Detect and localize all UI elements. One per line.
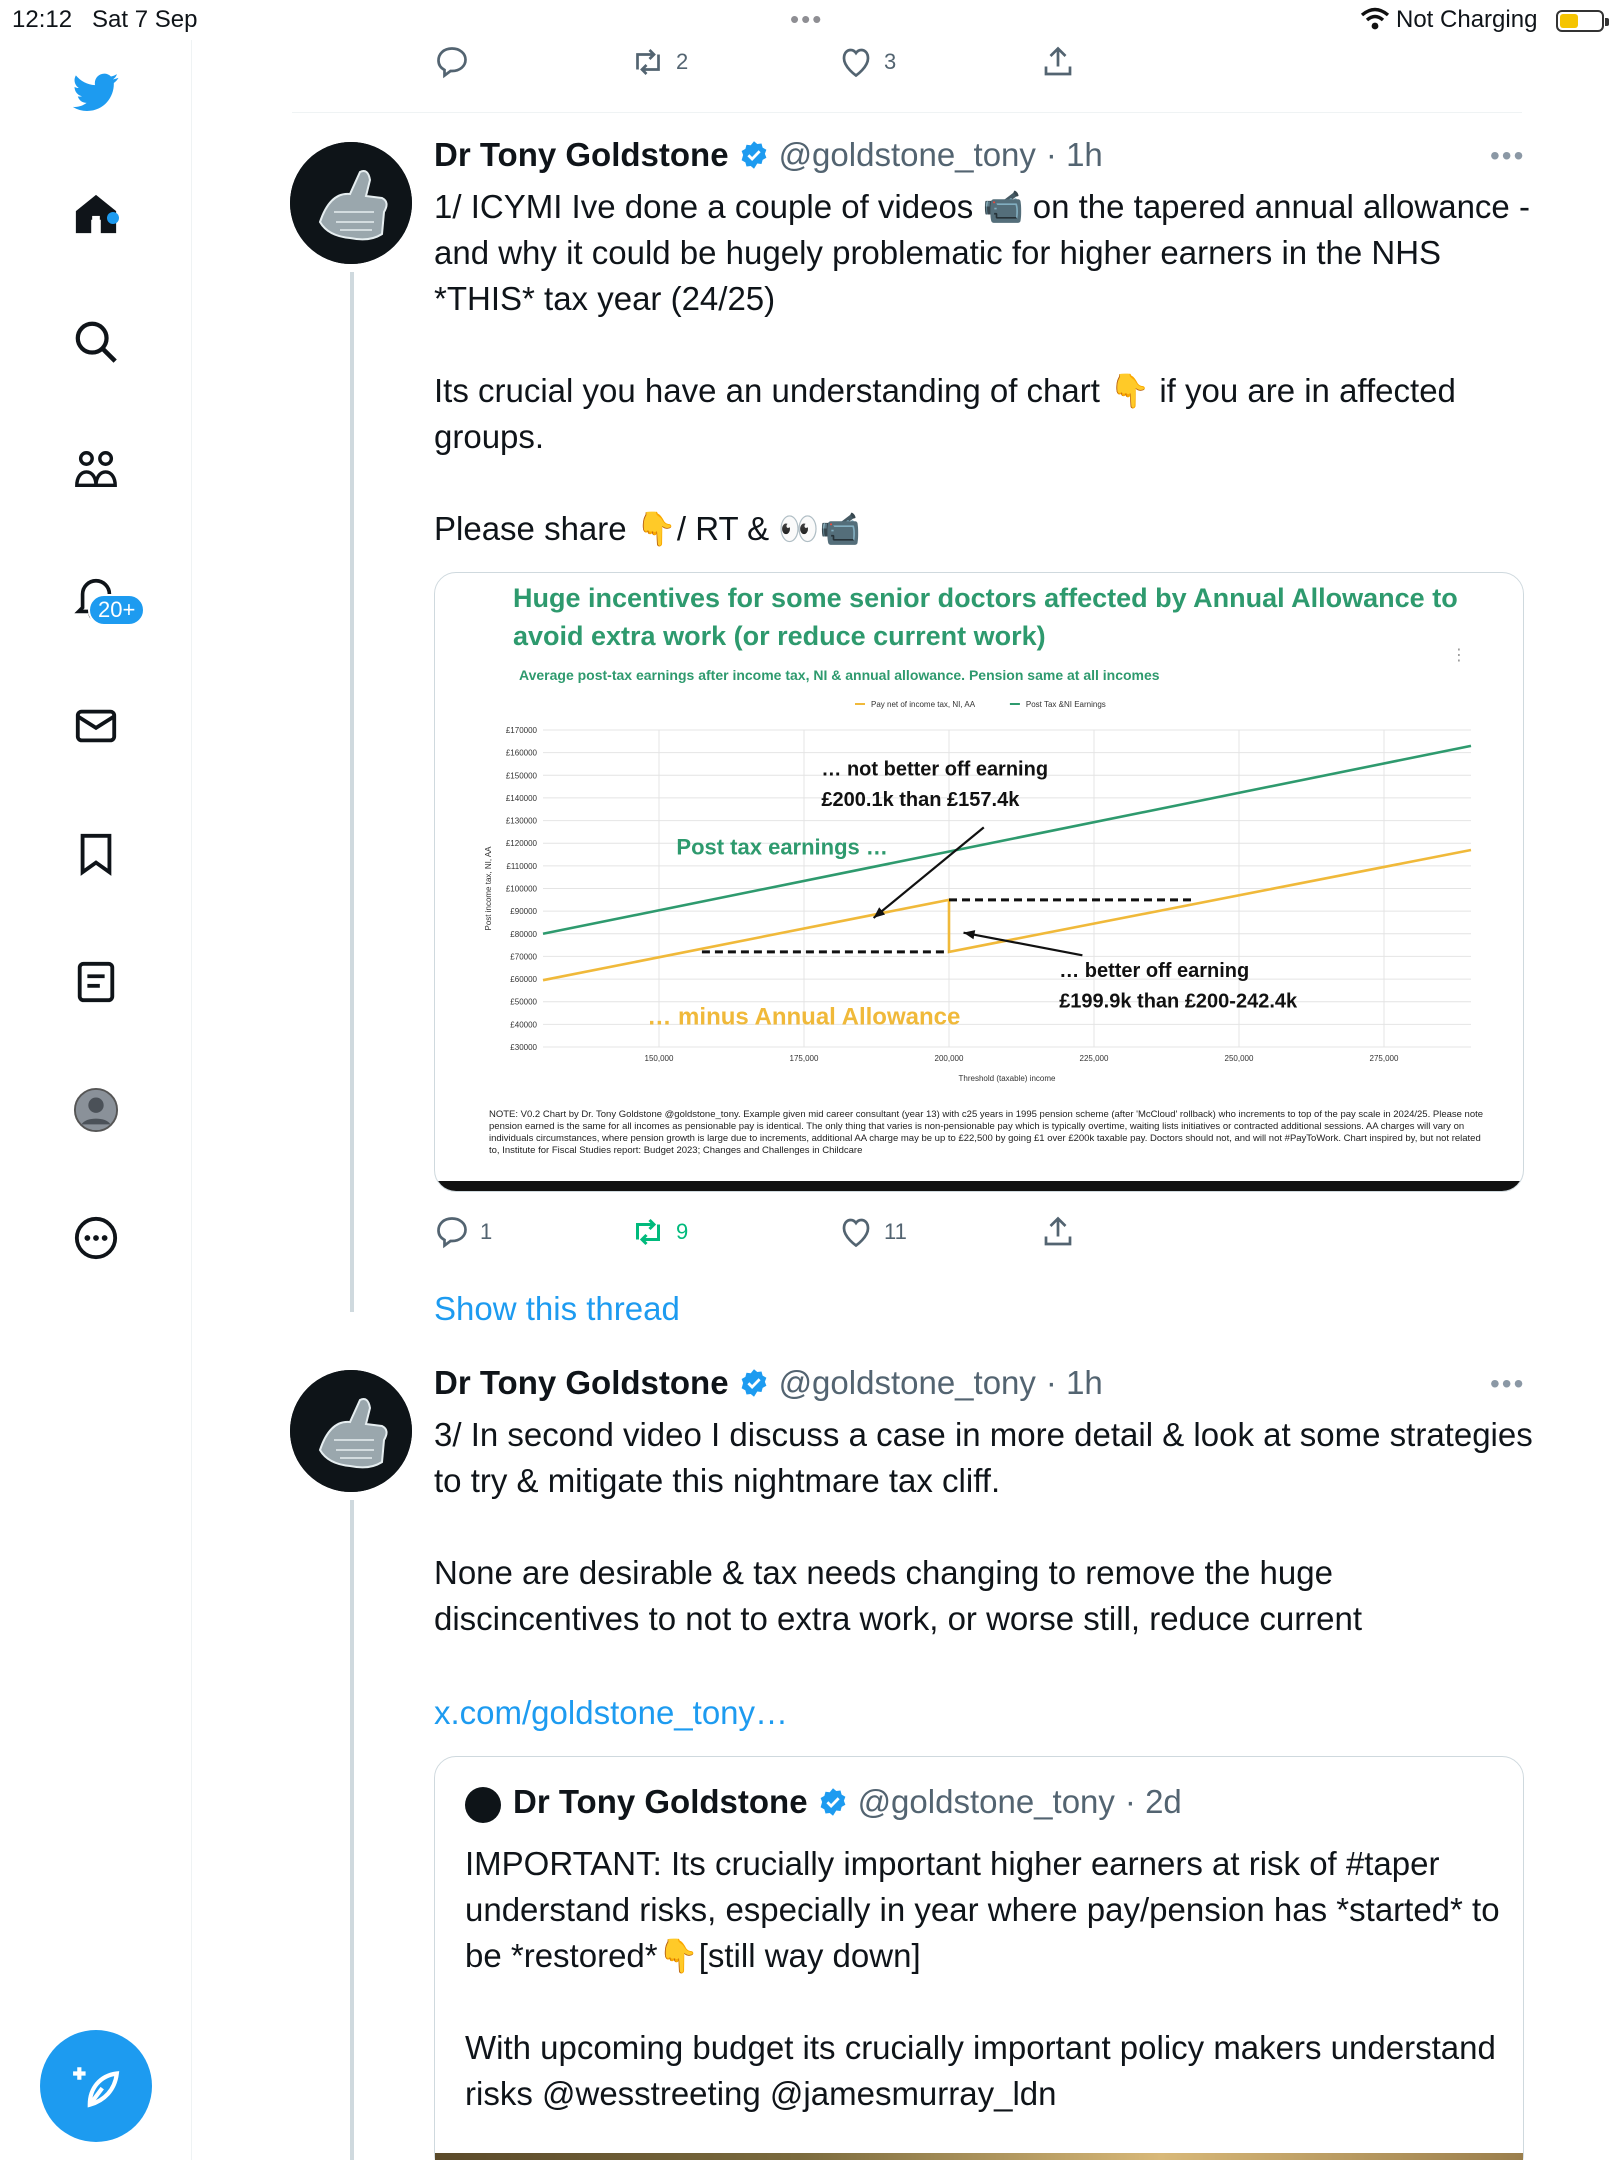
chart-y-tick-label: £60000	[510, 975, 537, 985]
tweet2-avatar[interactable]	[290, 1370, 412, 1492]
tweet1-retweet-button[interactable]	[630, 1214, 688, 1250]
notification-badge: 20+	[88, 594, 145, 626]
chart-annotation-better: … better off earning	[1059, 959, 1250, 982]
tweet1-avatar[interactable]	[290, 142, 412, 264]
verified-badge-icon	[739, 140, 769, 170]
quoted-tweet-avatar	[465, 1787, 501, 1823]
chart-annotation-minus-aa: … minus Annual Allowance	[647, 1003, 961, 1031]
share-icon	[1040, 1214, 1076, 1250]
chart-x-tick-label: 250,000	[1224, 1054, 1254, 1063]
chart-y-tick-label: £130000	[505, 816, 537, 826]
chart-x-axis-label: Threshold (taxable) income	[958, 1074, 1056, 1083]
tweet1-reply-count: 1	[480, 1219, 493, 1244]
tweet1-chart-image[interactable]	[434, 572, 1524, 1192]
reply-icon	[434, 44, 470, 80]
thread-line	[350, 272, 354, 1312]
like-count: 3	[884, 49, 897, 74]
status-bar	[0, 0, 1620, 40]
share-icon	[1040, 44, 1076, 80]
tweet2-more-icon[interactable]: •••	[1490, 1368, 1526, 1399]
home-unread-dot	[107, 212, 119, 224]
chart-y-tick-label: £100000	[505, 884, 537, 894]
tweet2-link[interactable]: x.com/goldstone_tony…	[434, 1694, 789, 1731]
card-menu-icon[interactable]: ⋮	[1451, 647, 1467, 664]
tweet1-like-count: 11	[884, 1219, 907, 1244]
chart-legend-label: Post Tax &NI Earnings	[1025, 700, 1106, 709]
reply-icon	[434, 1214, 470, 1250]
lists-icon[interactable]	[66, 952, 126, 1012]
chart-x-tick-label: 175,000	[789, 1054, 819, 1063]
multitask-dots-icon[interactable]: •••	[790, 4, 824, 34]
compose-tweet-button[interactable]	[40, 2030, 152, 2142]
verified-badge-icon	[739, 1368, 769, 1398]
status-date: Sat 7 Sep	[92, 6, 198, 33]
chart-y-axis-label: Post income tax, NI, AA	[484, 846, 493, 931]
quoted-author-name: Dr Tony Goldstone	[513, 1783, 808, 1820]
chart-annotation-not-better-amount: £200.1k than £157.4k	[821, 788, 1020, 811]
chart-y-tick-label: £170000	[505, 726, 537, 735]
tweet2-handle[interactable]: @goldstone_tony	[778, 1364, 1036, 1401]
chart-legend-label: Pay net of income tax, NI, AA	[871, 700, 976, 709]
sidebar	[0, 40, 192, 2160]
tweet1-handle[interactable]: @goldstone_tony	[778, 136, 1036, 173]
chart-x-tick-label: 275,000	[1369, 1054, 1399, 1063]
quoted-tweet-text: IMPORTANT: Its crucially important higher earners at risk of #taper understand risks, especially in year where pay/pension has *started* to be *restored*👇[still way down] With upcoming budget its crucially important policy makers understand risks @wesstreeting @jamesmurray_ldn	[465, 1845, 1500, 2112]
chart-series-line	[543, 850, 1471, 980]
wifi-icon	[1360, 6, 1390, 32]
chart-y-tick-label: £120000	[505, 839, 537, 849]
verified-badge-icon	[818, 1787, 848, 1817]
reply-button[interactable]	[434, 44, 480, 80]
search-icon[interactable]	[66, 312, 126, 372]
tweet1-like-button[interactable]	[838, 1214, 907, 1250]
chart-annotation-not-better: … not better off earning	[821, 758, 1049, 781]
prev-tweet-actions	[434, 44, 1134, 84]
retweet-button[interactable]	[630, 44, 688, 80]
tweet2-text: 3/ In second video I discuss a case in more detail & look at some strategies to try & mitigate this nightmare tax cliff. None are desirable & tax needs changing to remove the huge discincentives to not to extra work, or worse still, reduce current	[434, 1416, 1533, 1637]
tweet1-text: 1/ ICYMI Ive done a couple of videos 📹 on the tapered annual allowance - and why it could be hugely problematic for higher earners in the NHS *THIS* tax year (24/25) Its crucial you have an understanding of chart 👇 if you are in affected groups. Please share 👇/ RT & 👀📹	[434, 188, 1530, 547]
tweet-divider	[292, 112, 1522, 113]
profile-avatar-icon[interactable]	[66, 1080, 126, 1140]
tweet1-reply-button[interactable]	[434, 1214, 492, 1250]
quoted-tweet-image[interactable]	[435, 2153, 1523, 2160]
messages-mail-icon[interactable]	[66, 696, 126, 756]
chart-y-tick-label: £110000	[506, 861, 537, 871]
chart-y-tick-label: £30000	[510, 1043, 537, 1052]
chart-y-tick-label: £140000	[505, 793, 537, 803]
chart-y-tick-label: £160000	[505, 748, 537, 758]
chart-x-tick-label: 200,000	[934, 1054, 964, 1063]
quoted-time: · 2d	[1124, 1783, 1182, 1820]
chart-x-tick-label: 150,000	[644, 1054, 674, 1063]
card-bottom-bar	[435, 1181, 1523, 1191]
tweet2-author-name[interactable]: Dr Tony Goldstone	[434, 1364, 729, 1401]
chart-note: NOTE: V0.2 Chart by Dr. Tony Goldstone @goldstone_tony. Example given mid career consultant (year 13) with c25 years in 1995 pension scheme (after 'McCloud' rollback) who increments to top of the pay scale in 2024/25. Please note pension earned is the same for all incomes as pensionable pay is identical. The only thing that varies is non-pensionable pay which is typically overtime, waiting lists initiatives or contracted additional sessions. AA charges will vary on individuals circumstances, where pension growth is large due to increments, additional AA charge may be up to £22,500 by going £1 over £200k taxable pay. Doctors should not, and will not #PayToWork. Chart inspired by, but not related to, Institute for Fiscal Studies report: Budget 2023; Changes and Challenges in Childcare	[489, 1109, 1484, 1156]
chart-y-tick-label: £90000	[510, 907, 537, 917]
chart-x-tick-label: 225,000	[1079, 1054, 1109, 1063]
thread-line-2	[350, 1500, 354, 2160]
tweet2-header	[434, 1364, 1103, 1402]
share-button[interactable]	[1040, 44, 1076, 80]
chart-arrow-line	[964, 933, 1083, 956]
heart-icon	[838, 44, 874, 80]
chart-annotation-better-amount: £199.9k than £200-242.4k	[1059, 990, 1298, 1013]
tweet1-share-button[interactable]	[1040, 1214, 1076, 1250]
chart-y-tick-label: £40000	[510, 1020, 537, 1030]
twitter-logo-icon[interactable]	[66, 62, 126, 122]
tweet1-retweet-count: 9	[676, 1219, 689, 1244]
chart-y-tick-label: £80000	[510, 929, 537, 939]
tweet1-actions	[434, 1214, 1134, 1254]
tweet1-header	[434, 136, 1103, 174]
chart-subtitle: Average post-tax earnings after income tax, NI & annual allowance. Pension same at all incomes	[519, 667, 1160, 683]
chart-y-tick-label: £70000	[510, 952, 537, 962]
retweet-icon	[630, 44, 666, 80]
charging-status: Not Charging	[1396, 6, 1538, 33]
retweet-count: 2	[676, 49, 689, 74]
tweet1-more-icon[interactable]: •••	[1490, 140, 1526, 171]
chart-y-tick-label: £150000	[505, 771, 537, 781]
show-this-thread-link[interactable]: Show this thread	[434, 1290, 680, 1327]
chart-arrowhead	[964, 930, 976, 939]
quoted-tweet-header	[513, 1783, 1182, 1821]
compose-icon	[71, 2061, 121, 2111]
like-button[interactable]	[838, 44, 896, 80]
more-circle-icon[interactable]	[66, 1208, 126, 1268]
tweet2-time[interactable]: · 1h	[1045, 1364, 1103, 1401]
chart-title: Huge incentives for some senior doctors affected by Annual Allowance to avoid extra work (or reduce current work)	[513, 583, 1458, 651]
heart-icon	[838, 1214, 874, 1250]
chart-y-tick-label: £50000	[510, 997, 537, 1007]
chart-plot	[435, 573, 1524, 1093]
thread-gap-dots	[350, 1300, 354, 1304]
quoted-tweet[interactable]	[434, 1756, 1524, 2160]
retweet-icon	[630, 1214, 666, 1250]
battery-icon	[1556, 10, 1604, 32]
chart-annotation-post-tax: Post tax earnings …	[676, 834, 888, 860]
status-time: 12:12	[12, 6, 73, 33]
tweet1-time[interactable]: · 1h	[1045, 136, 1103, 173]
communities-icon[interactable]	[66, 440, 126, 500]
quoted-handle: @goldstone_tony	[857, 1783, 1115, 1820]
bookmark-icon[interactable]	[66, 824, 126, 884]
tweet1-author-name[interactable]: Dr Tony Goldstone	[434, 136, 729, 173]
